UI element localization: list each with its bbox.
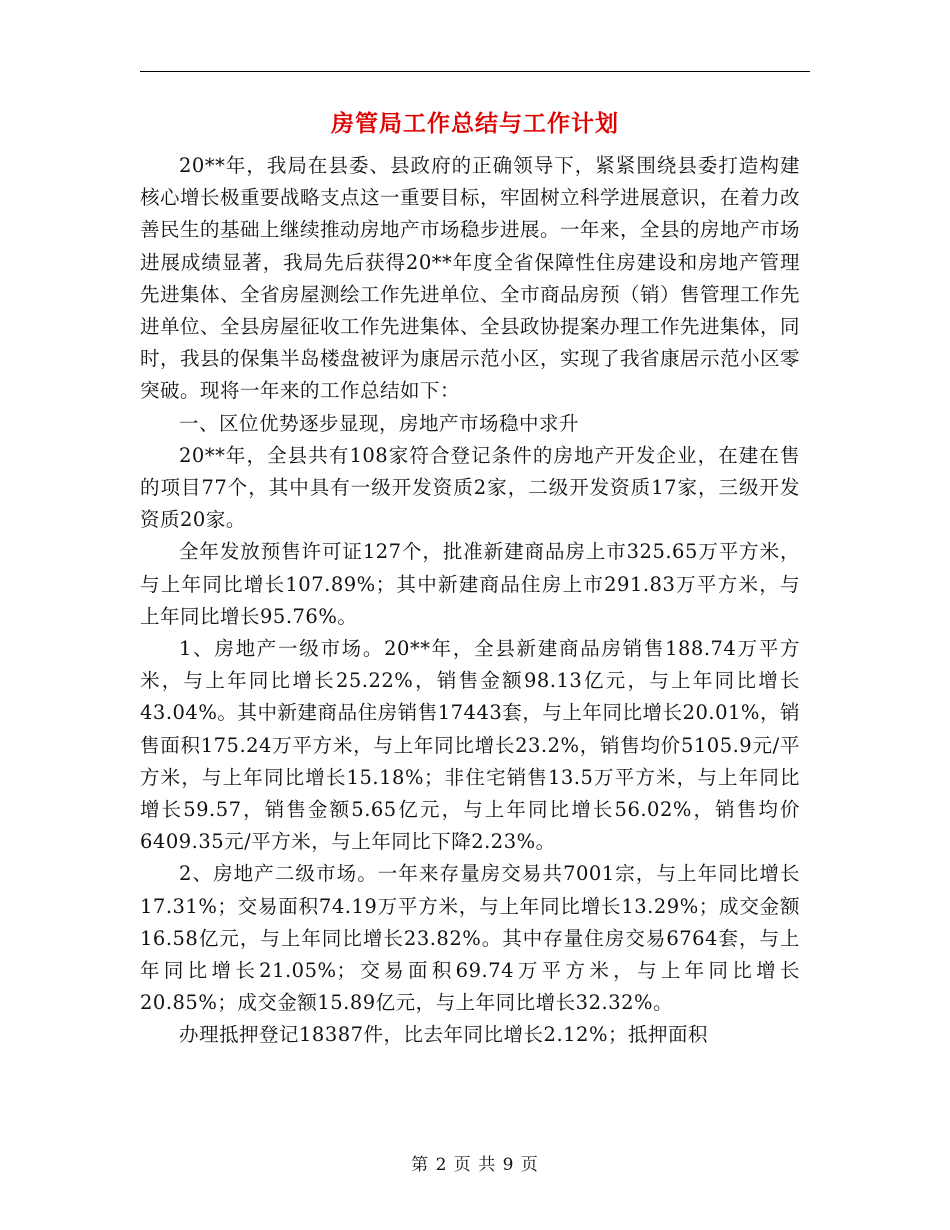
paragraph-presale-permits: 全年发放预售许可证127个，批准新建商品房上市325.65万平方米，与上年同比增长107.89%；其中新建商品住房上市291.83万平方米，与上年同比增长95.76%。 xyxy=(140,540,800,628)
paragraph-secondary-market: 2、房地产二级市场。一年来存量房交易共7001宗，与上年同比增长17.31%；交易面积74.19万平方米，与上年同比增长13.29%；成交金额16.58亿元，与上年同比增长23.82%。其中存量住房交易6764套，与上年同比增长21.05%；交易面积69.74万平方米，与上年同比增长20.85%；成交金额15.89亿元，与上年同比增长32.32%。 xyxy=(140,862,800,1015)
header-rule xyxy=(140,71,810,72)
paragraph-enterprises: 20**年，全县共有108家符合登记条件的房地产开发企业，在建在售的项目77个，其中具有一级开发资质2家，二级开发资质17家，三级开发资质20家。 xyxy=(140,443,800,532)
section-heading-1: 一、区位优势逐步显现，房地产市场稳中求升 xyxy=(179,411,580,435)
paragraph-primary-market: 1、房地产一级市场。20**年，全县新建商品房销售188.74万平方米，与上年同比增长25.22%，销售金额98.13亿元，与上年同比增长43.04%。其中新建商品住房销售17443套，与上年同比增长20.01%，销售面积175.24万平方米，与上年同比增长23.2%，销售均价5105.9元/平方米，与上年同比增长15.18%；非住宅销售13.5万平方米，与上年同比增长59.57，销售金额5.65亿元，与上年同比增长56.02%，销售均价6409.35元/平方米，与上年同比下降2.23%。 xyxy=(140,637,800,854)
document-title: 房管局工作总结与工作计划 xyxy=(331,110,619,137)
paragraph-mortgage: 办理抵押登记18387件，比去年同比增长2.12%；抵押面积 xyxy=(179,1023,708,1047)
document-body xyxy=(140,150,800,1052)
paragraph-intro: 20**年，我局在县委、县政府的正确领导下，紧紧围绕县委打造构建核心增长极重要战略支点这一重要目标，牢固树立科学进展意识，在着力改善民生的基础上继续推动房地产市场稳步进展。一年来，全县的房地产市场进展成绩显著，我局先后获得20**年度全省保障性住房建设和房地产管理先进集体、全省房屋测绘工作先进单位、全市商品房预（销）售管理工作先进单位、全县房屋征收工作先进集体、全县政协提案办理工作先进集体，同时，我县的保集半岛楼盘被评为康居示范小区，实现了我省康居示范小区零突破。现将一年来的工作总结如下： xyxy=(140,154,801,403)
page-footer: 第 2 页 共 9 页 xyxy=(411,1155,539,1175)
